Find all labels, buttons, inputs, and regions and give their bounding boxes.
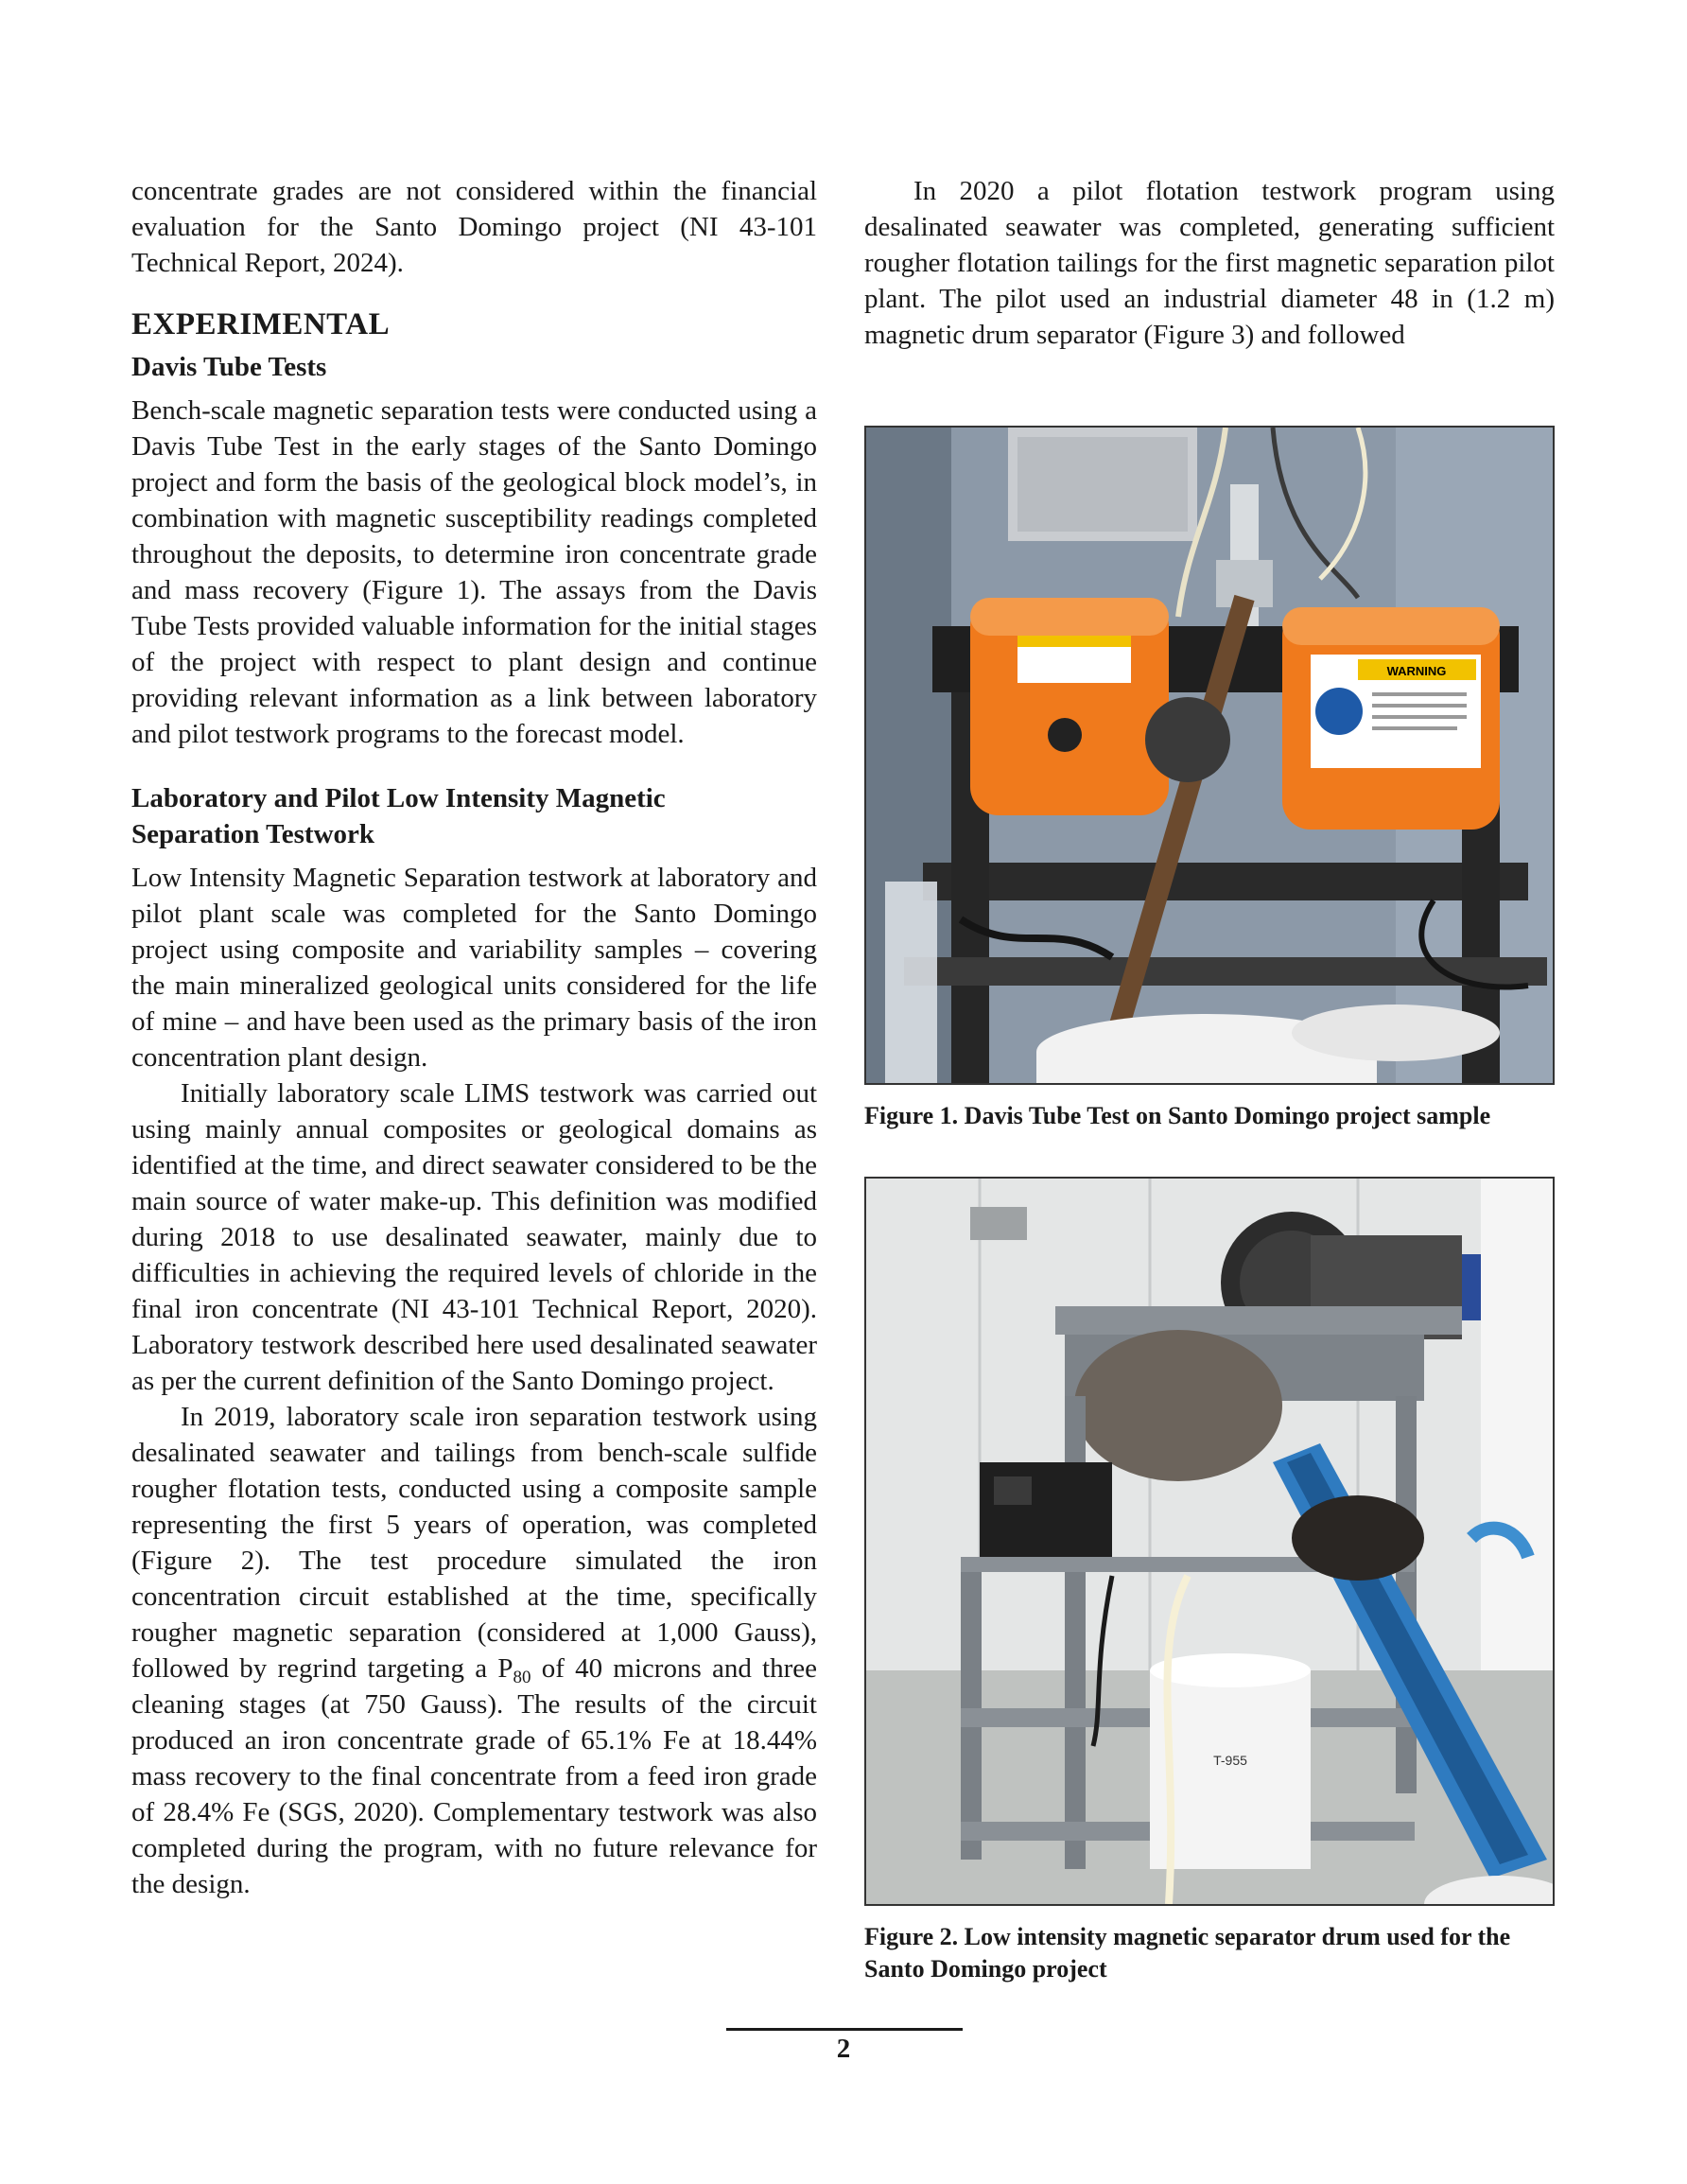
subheading-lims-line2: Separation Testwork (131, 819, 375, 849)
figure-2-photo (864, 1177, 1555, 1906)
lims-paragraph-2: Initially laboratory scale LIMS testwork was carried out using mainly annual composites or geological domains as identified at the time, and direct seawater considered to be the main source of water make-up. This definition was modified during 2018 to use desalinated seawater, mainly due to difficulties in achieving the required levels of chloride in the final iron concentrate (NI 43-101 Technical Report, 2020). Laboratory testwork described here used desalinated seawater as per the current definition of the Santo Domingo project. (131, 1078, 817, 1396)
lims-drum-photo-illustration (866, 1179, 1553, 1904)
figure-1-photo (864, 426, 1555, 1085)
subheading-lims-line1: Laboratory and Pilot Low Intensity Magnetic (131, 783, 666, 813)
figure-1-caption: Figure 1. Davis Tube Test on Santo Domingo project sample (864, 1102, 1491, 1129)
pilot-flotation-paragraph: In 2020 a pilot flotation testwork program using desalinated seawater was completed, generating sufficient rougher flotation tailings for the first magnetic separation pilot plant. The pilot used an industrial diameter 48 in (1.2 m) magnetic drum separator (Figure 3) and followed (864, 176, 1555, 350)
lims-paragraph-1: Low Intensity Magnetic Separation testwork at laboratory and pilot plant scale was completed for the Santo Domingo project using composite and variability samples – covering the main mineralized geological units considered for the life of mine – and have been used as the primary basis of the iron concentration plant design. (131, 863, 817, 1073)
subheading-lims-testwork (131, 780, 817, 852)
davis-tube-photo-illustration (866, 428, 1553, 1083)
section-heading-experimental: EXPERIMENTAL (131, 307, 391, 341)
p80-subscript: 80 (513, 1668, 531, 1687)
davis-tube-paragraph: Bench-scale magnetic separation tests were conducted using a Davis Tube Test in the early stages of the Santo Domingo project and form the basis of the geological block model’s, in combination with magnetic susceptibility readings completed throughout the deposits, to determine iron concentrate grade and mass recovery (Figure 1). The assays from the Davis Tube Tests provided valuable information for the initial stages of the project with respect to plant design and continue providing relevant information as a link between laboratory and pilot testwork programs to the forecast model. (131, 395, 817, 749)
lims-paragraph-3-part-a: In 2019, laboratory scale iron separation testwork using desalinated seawater and tailings from bench-scale sulfide rougher flotation tests, conducted using a composite sample representing the first 5 years of operation, was completed (Figure 2). The test procedure simulated the iron concentration circuit established at the time, specifically rougher magnetic separation (considered at 1,000 Gauss), followed by regrind targeting a P (131, 1402, 817, 1684)
footer-rule (726, 2028, 963, 2031)
bucket-label-text: T-955 (1213, 1753, 1247, 1768)
right-column (864, 173, 1555, 353)
warning-label-text: WARNING (1386, 664, 1447, 678)
page-number: 2 (836, 2034, 851, 2064)
figure-2-caption: Figure 2. Low intensity magnetic separator drum used for the Santo Domingo project (864, 1923, 1511, 1983)
figure-2 (864, 1177, 1555, 1985)
subheading-davis-tube-tests: Davis Tube Tests (131, 352, 327, 382)
left-column (131, 173, 817, 1902)
figure-1 (864, 426, 1555, 1132)
lims-paragraph-3-part-b: of 40 microns and three cleaning stages (at 750 Gauss). The results of the circuit produced an iron concentrate grade of 65.1% Fe at 18.44% mass recovery to the final concentrate from a feed iron grade of 28.4% Fe (SGS, 2020). Complementary testwork was also completed during the program, with no future relevance for the design. (131, 1653, 817, 1899)
lims-paragraph-3 (131, 1399, 817, 1902)
intro-paragraph: concentrate grades are not considered within the financial evaluation for the Santo Domingo project (NI 43-101 Technical Report, 2024). (131, 176, 817, 278)
